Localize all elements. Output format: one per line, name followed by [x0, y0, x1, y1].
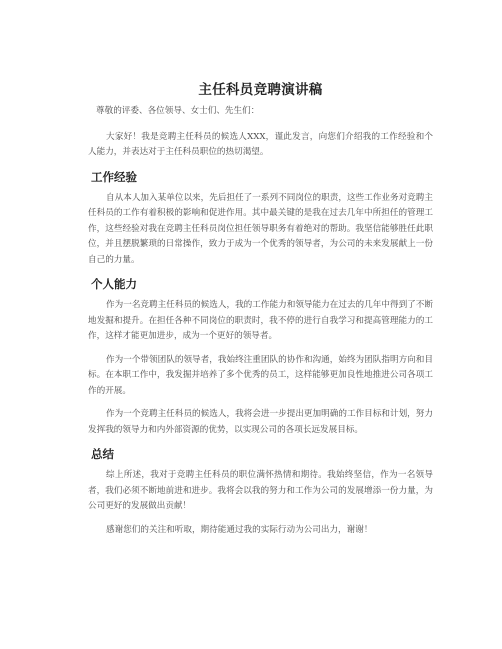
document-page — [88, 78, 433, 538]
document-title: 主任科员竞聘演讲稿 — [198, 82, 323, 98]
intro-paragraph: 大家好！我是竞聘主任科员的候选人XXX，谨此发言，向您们介绍我的工作经验和个人能力，并表达对于主任科员职位的热切渴望。 — [88, 131, 433, 157]
section-work-experience — [88, 169, 433, 269]
section-heading: 总结 — [91, 447, 114, 461]
paragraph: 综上所述，我对于竞聘主任科员的职位满怀热情和期待。我始终坚信，作为一名领导者，我们必须不断地前进和进步。我将会以我的努力和工作为公司的发展增添一份力量，为公司更好的发展做出贡献！ — [88, 470, 433, 511]
closing-paragraph: 感谢您们的关注和听取，期待能通过我的实际行动为公司出力，谢谢！ — [106, 524, 373, 535]
paragraph: 自从本人加入某单位以来，先后担任了一系列不同岗位的职责，这些工作业务对竞聘主任科员的工作有着积极的影响和促进作用。其中最关键的是我在过去几年中所担任的管理工作，这些经验对我在竞聘主任科员岗位担任领导职务有着绝对的帮助。我坚信能够胜任此职位，并且摆脱繁琐的日常操作，致力于成为一个优秀的领导者，为公司的未来发展献上一份自己的力量。 — [88, 192, 433, 265]
section-summary — [88, 446, 433, 538]
paragraph: 作为一名竞聘主任科员的候选人，我的工作能力和领导能力在过去的几年中得到了不断地发掘和提升。在担任各种不同岗位的职责时，我不停的进行自我学习和提高管理能力的工作，这样才能更加进步，成为一个更好的领导者。 — [88, 300, 433, 341]
paragraph: 作为一个带领团队的领导者，我始终注重团队的协作和沟通，始终为团队指明方向和目标。在本职工作中，我发掘并培养了多个优秀的员工，这样能够更加良性地推进公司各项工作的开展。 — [88, 354, 433, 396]
section-heading: 个人能力 — [91, 277, 137, 291]
paragraph: 作为一个竞聘主任科员的候选人，我将会进一步提出更加明确的工作目标和计划，努力发挥我的领导力和内外部资源的优势，以实现公司的各项长远发展目标。 — [88, 409, 433, 435]
greeting: 尊敬的评委、各位领导、女士们、先生们： — [96, 106, 260, 116]
section-personal-ability — [88, 276, 433, 438]
section-heading: 工作经验 — [91, 169, 137, 184]
